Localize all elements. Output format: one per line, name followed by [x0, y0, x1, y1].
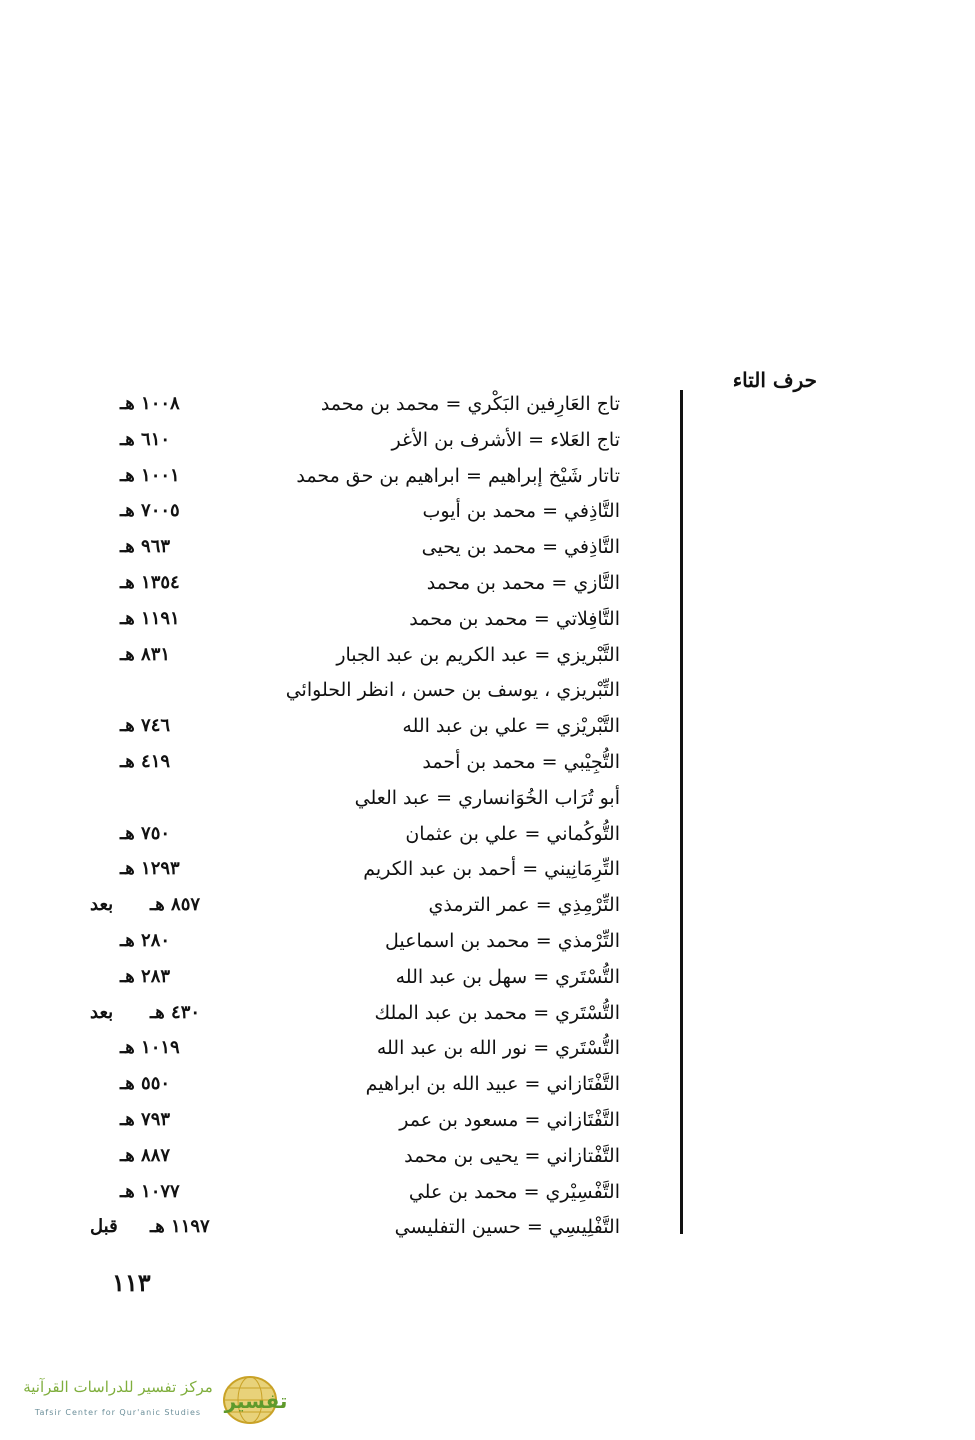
entry-row [90, 959, 630, 995]
entry-name: التَّازي = محمد بن محمد [426, 571, 620, 594]
entry-death-date: ٨٨٧ هـ [120, 1144, 171, 1166]
entry-row [90, 923, 630, 959]
entry-death-date: ٧٩٣ هـ [120, 1108, 171, 1130]
entry-name: التُّسْتَري = محمد بن عبد الملك [374, 1001, 620, 1024]
entry-row [90, 1209, 630, 1245]
entry-row [90, 851, 630, 887]
entry-name: التَّاذِفي = محمد بن أيوب [422, 500, 620, 523]
entry-name: التِّرْمذي = محمد بن اسماعيل [385, 929, 620, 952]
logo-english-text: Tafsir Center for Qur'anic Studies [34, 1408, 202, 1417]
entry-name: التِّبْريزي ، يوسف بن حسن ، انظر الحلوائي [285, 679, 620, 702]
entry-name: أبو تُرَاب الخُوَانساري = عبد العلي [354, 786, 620, 809]
entry-list [90, 386, 630, 1245]
entry-row [90, 1066, 630, 1102]
globe-emblem-icon [216, 1374, 290, 1426]
entry-death-date: ٤١٩ هـ [120, 750, 171, 772]
entry-death-date: ١٠٠١ هـ [120, 464, 180, 486]
entry-name: التَّفْتَازاني = مسعود بن عمر [399, 1108, 620, 1131]
tafsir-center-logo [16, 1372, 291, 1428]
entry-name: التُّوكُماني = علي بن عثمان [405, 822, 620, 845]
entry-row [90, 816, 630, 852]
entry-name: التِّرِمَانِيني = أحمد بن عبد الكريم [363, 858, 620, 881]
entry-row [90, 458, 630, 494]
entry-name: التَّفْتَازاني = عبيد الله بن ابراهيم [365, 1073, 620, 1096]
entry-death-date: ٦١٠ هـ [120, 428, 171, 450]
entry-death-date: ٧٤٦ هـ [120, 715, 171, 737]
entry-row [90, 1138, 630, 1174]
entry-name: التَّفْتازاني = يحيى بن محمد [404, 1144, 620, 1167]
entry-name: التَّبْريْزي = علي بن عبد الله [402, 715, 620, 738]
entry-row [90, 422, 630, 458]
entry-row [90, 1030, 630, 1066]
entry-name: التُّجِيْبي = محمد بن أحمد [422, 750, 620, 773]
entry-row [90, 637, 630, 673]
entry-name: تاج العَارِفين البَكْري = محمد بن محمد [320, 393, 620, 415]
entry-row [90, 887, 630, 923]
section-heading: حرف التاء [732, 368, 817, 392]
entry-name: التُّسْتَري = نور الله بن عبد الله [376, 1037, 620, 1060]
entry-death-date: ٧٠٠٥ هـ [120, 500, 180, 522]
entry-name: التِّرْمِذِي = عمر الترمذي [428, 894, 620, 917]
entry-death-date: ٢٨٠ هـ [120, 929, 171, 951]
page-number: ١١٣ [112, 1268, 151, 1297]
entry-death-date: ٧٥٠ هـ [120, 822, 171, 844]
entry-row [90, 744, 630, 780]
entry-death-date: ١١٩٧ هـ [150, 1216, 210, 1238]
entry-death-date: ١٠٠٨ هـ [120, 393, 180, 414]
entry-row [90, 1174, 630, 1210]
entry-name: التَّافِلاتي = محمد بن محمد [409, 607, 620, 630]
entry-row [90, 780, 630, 816]
entry-row [90, 1102, 630, 1138]
entry-row [90, 601, 630, 637]
entry-row [90, 529, 630, 565]
entry-row [90, 672, 630, 708]
entry-death-date: ١٠١٩ هـ [120, 1037, 180, 1059]
entry-date-qualifier: بعد [90, 894, 114, 916]
entry-name: التَّفْسِيْري = محمد بن علي [408, 1180, 620, 1203]
entry-death-date: ٢٨٣ هـ [120, 965, 171, 987]
entry-death-date: ٩٦٣ هـ [120, 536, 171, 558]
entry-death-date: ٨٥٧ هـ [150, 894, 201, 916]
entry-row [90, 493, 630, 529]
entry-name: التَّبْريزي = عبد الكريم بن عبد الجبار [336, 643, 620, 666]
entry-death-date: ١٠٧٧ هـ [120, 1180, 180, 1202]
entry-row [90, 386, 630, 422]
logo-arabic-text: مركز تفسير للدراسات القرآنية [23, 1378, 213, 1396]
entry-death-date: ٤٣٠ هـ [150, 1001, 201, 1023]
entry-name: التَّفْلِيسِي = حسين التفليسي [394, 1216, 620, 1239]
entry-row [90, 565, 630, 601]
entry-name: التُّسْتَري = سهل بن عبد الله [395, 965, 620, 988]
entry-row [90, 995, 630, 1031]
entry-death-date: ١٢٩٣ هـ [120, 858, 180, 880]
column-divider [680, 390, 683, 1234]
emblem-text: تفسير [224, 1389, 288, 1413]
entry-row [90, 708, 630, 744]
entry-name: تاج العَلاء = الأشرف بن الأغر [391, 428, 620, 451]
entry-death-date: ٥٥٠ هـ [120, 1073, 171, 1095]
entry-death-date: ١٣٥٤ هـ [120, 571, 180, 593]
entry-name: تاتار شَيْخ إبراهيم = ابراهيم بن حق محمد [296, 464, 620, 487]
entry-date-qualifier: بعد [90, 1001, 114, 1023]
entry-name: التَّاذِفي = محمد بن يحيى [421, 536, 620, 559]
entry-death-date: ٨٣١ هـ [120, 643, 171, 665]
entry-date-qualifier: قبل [90, 1216, 118, 1238]
entry-death-date: ١١٩١ هـ [120, 607, 180, 629]
